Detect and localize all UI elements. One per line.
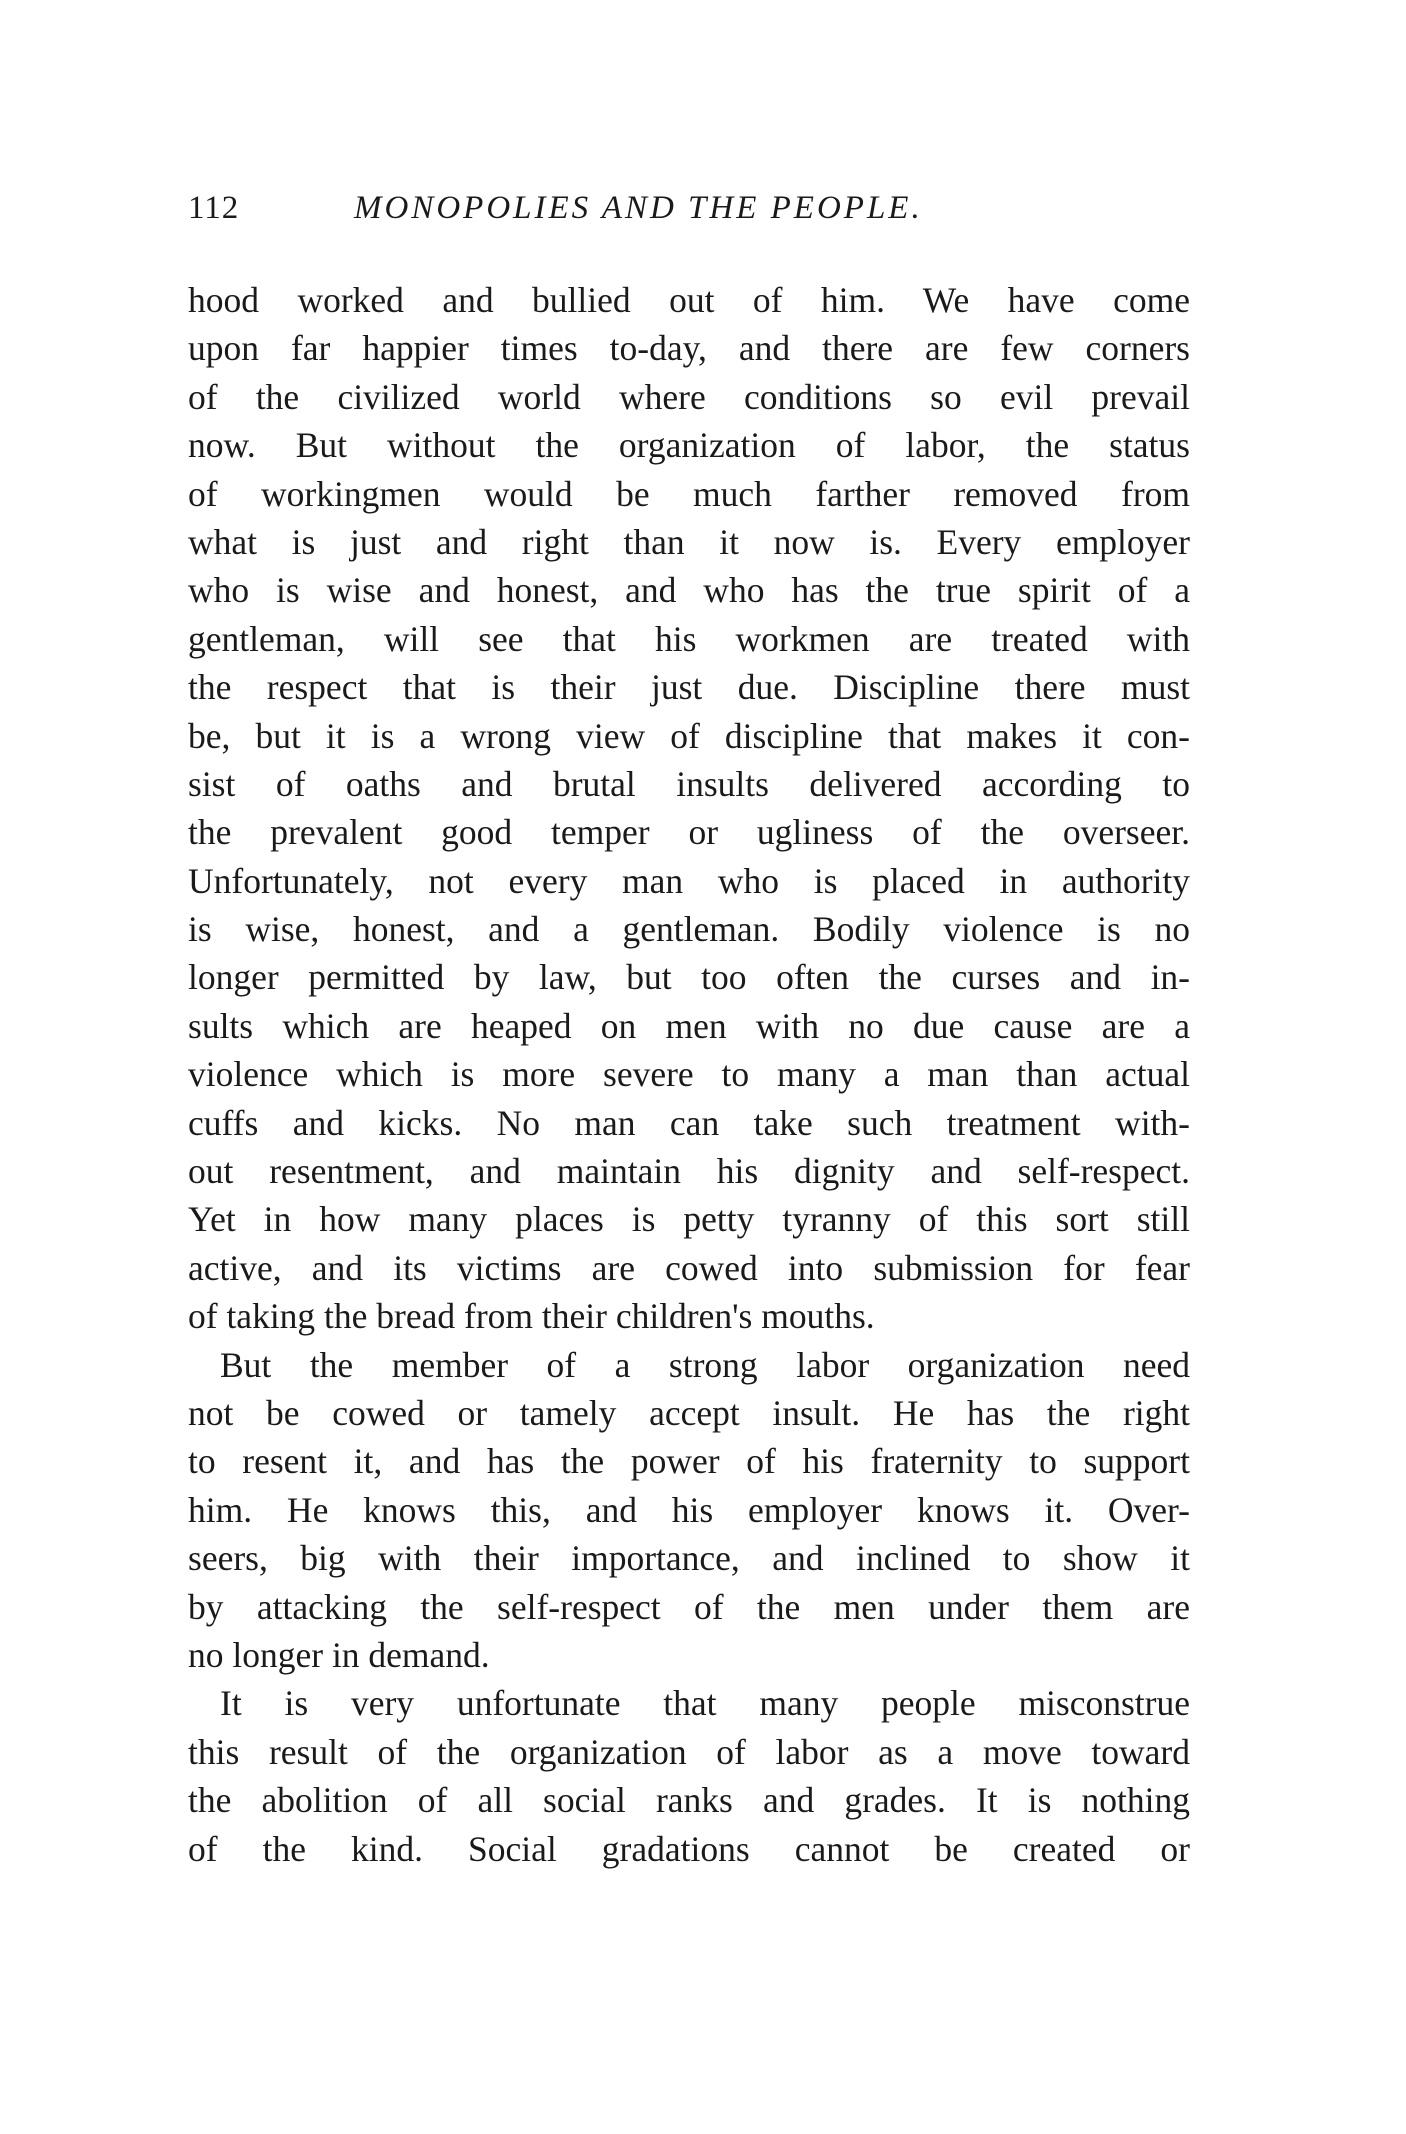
page-number: 112 — [188, 190, 240, 226]
text-line: is wise, honest, and a gentleman. Bodily violence is no — [188, 909, 1190, 950]
paragraph — [188, 276, 1190, 1341]
text-line: sist of oaths and brutal insults delivered according to — [188, 763, 1190, 804]
text-line: But the member of a strong labor organization need — [220, 1344, 1190, 1385]
text-line: now. But without the organization of labor, the status — [188, 425, 1190, 466]
text-line: what is just and right than it now is. Every employer — [188, 521, 1190, 562]
text-line: not be cowed or tamely accept insult. He has the right — [188, 1392, 1190, 1433]
text-line: hood worked and bullied out of him. We have come — [188, 280, 1190, 320]
paragraph — [188, 1341, 1190, 1680]
text-line: sults which are heaped on men with no due cause are a — [188, 1005, 1190, 1046]
paragraph — [188, 1679, 1190, 1873]
text-line: of the kind. Social gradations cannot be created or — [188, 1828, 1190, 1869]
text-line: of the civilized world where conditions so evil prevail — [188, 376, 1190, 417]
text-line: the abolition of all social ranks and grades. It is nothing — [188, 1780, 1190, 1821]
text-line: gentleman, will see that his workmen are treated with — [188, 618, 1190, 659]
text-line: him. He knows this, and his employer knows it. Over- — [188, 1489, 1190, 1530]
text-line: It is very unfortunate that many people misconstrue — [220, 1683, 1190, 1724]
text-line: this result of the organization of labor as a move toward — [188, 1731, 1190, 1772]
text-line: of taking the bread from their children's mouths. — [188, 1296, 875, 1337]
text-line: seers, big with their importance, and inclined to show it — [188, 1538, 1190, 1579]
text-line: to resent it, and has the power of his fraternity to support — [188, 1441, 1190, 1482]
body-text — [188, 276, 1190, 1873]
text-line: by attacking the self-respect of the men under them are — [188, 1586, 1190, 1627]
running-header — [188, 190, 1188, 236]
text-line: who is wise and honest, and who has the true spirit of a — [188, 570, 1190, 611]
text-line: active, and its victims are cowed into submission for fear — [188, 1247, 1190, 1288]
text-line: no longer in demand. — [188, 1634, 490, 1675]
text-line: out resentment, and maintain his dignity and self-respect. — [188, 1151, 1190, 1192]
text-line: Unfortunately, not every man who is placed in authority — [188, 860, 1190, 901]
text-line: longer permitted by law, but too often the curses and in- — [188, 957, 1190, 998]
text-line: cuffs and kicks. No man can take such treatment with- — [188, 1102, 1190, 1143]
text-line: the prevalent good temper or ugliness of the overseer. — [188, 812, 1190, 853]
text-line: the respect that is their just due. Discipline there must — [188, 667, 1190, 708]
text-line: Yet in how many places is petty tyranny of this sort still — [188, 1199, 1190, 1240]
text-line: of workingmen would be much farther removed from — [188, 473, 1190, 514]
text-line: violence which is more severe to many a man than actual — [188, 1054, 1190, 1095]
running-title: MONOPOLIES AND THE PEOPLE. — [354, 190, 923, 226]
text-line: be, but it is a wrong view of discipline that makes it con- — [188, 715, 1190, 756]
text-line: upon far happier times to-day, and there are few corners — [188, 328, 1190, 369]
